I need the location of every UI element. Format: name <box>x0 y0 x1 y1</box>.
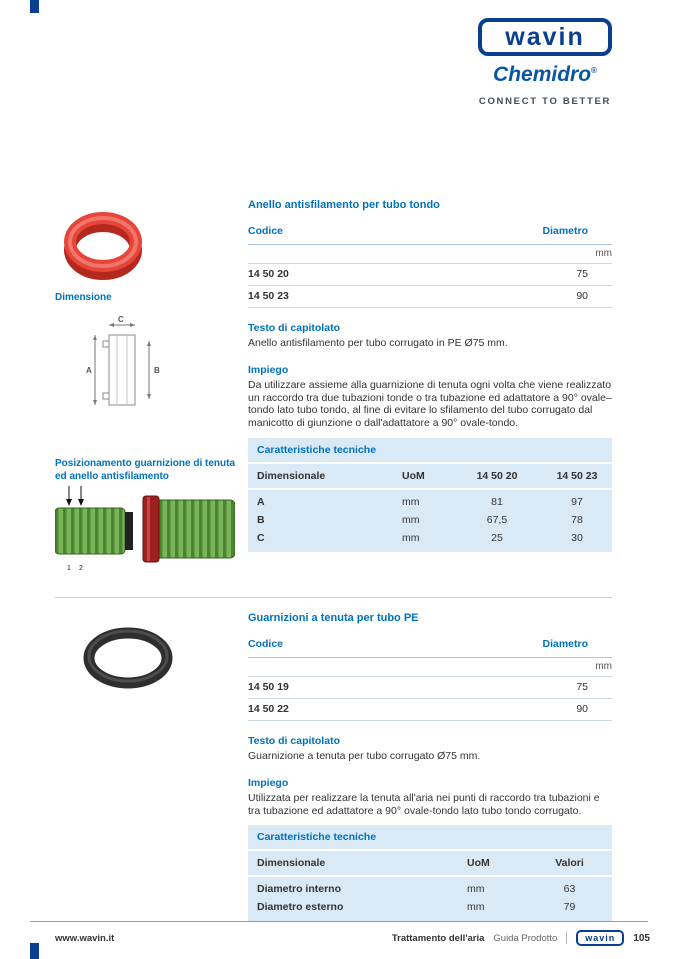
codes-table <box>248 633 612 721</box>
chemidro-logo <box>493 63 597 87</box>
black-gasket-image <box>78 622 178 694</box>
footer <box>55 930 650 946</box>
codes-unit-row <box>248 245 612 264</box>
empty-cell <box>248 658 383 677</box>
corner-mark-bottom <box>30 943 39 959</box>
tech-cell: 30 <box>571 531 583 544</box>
drawing-label-b: B <box>154 366 160 375</box>
table-row <box>248 264 612 286</box>
footer-right <box>392 930 650 946</box>
tech-cell: mm <box>467 901 485 914</box>
tech-header-cell: Dimensionale <box>257 857 326 870</box>
drawing-label-a: A <box>86 366 92 375</box>
code-cell: 14 50 20 <box>248 264 383 286</box>
brand-header <box>478 18 612 107</box>
diameter-cell: 75 <box>383 264 612 286</box>
tech-header-row <box>248 464 612 488</box>
table-row <box>248 699 612 721</box>
unit-label: mm <box>383 245 612 264</box>
tech-table <box>248 825 612 921</box>
tech-cell: C <box>257 531 265 544</box>
codes-header-row <box>248 633 612 658</box>
codes-header-row <box>248 220 612 245</box>
table-row <box>248 286 612 308</box>
impiego-text: Utilizzata per realizzare la tenuta all'aria nei punti di raccordo tra tubazioni e tra tubazione ed adattatore a 90° ovale-tondo lato tubo tondo corrugato. <box>248 791 600 817</box>
positioning-label: Posizionamento guarnizione di tenuta ed anello antisfilamento <box>55 458 236 482</box>
tech-cell: B <box>257 513 265 526</box>
capitolato-text: Anello antisfilamento per tubo corrugato in PE Ø75 mm. <box>248 337 508 349</box>
photo-callout-2: 2 <box>79 565 83 572</box>
capitolato-heading: Testo di capitolato <box>248 322 340 334</box>
tech-row <box>248 898 612 916</box>
tech-header-row <box>248 851 612 875</box>
tech-header-cell: 14 50 20 <box>476 469 518 482</box>
codes-col-diametro: Diametro <box>383 633 612 658</box>
tech-table-title: Caratteristiche tecniche <box>248 438 612 462</box>
photo-callout-1: 1 <box>67 565 71 572</box>
code-cell: 14 50 22 <box>248 699 383 721</box>
tech-cell: 78 <box>571 513 583 526</box>
tech-cell: 97 <box>571 495 583 508</box>
tech-cell: 63 <box>563 883 576 896</box>
dimension-label: Dimensione <box>55 292 112 303</box>
footer-doc-title: Trattamento dell'aria <box>391 932 485 944</box>
tech-header-cell: Dimensionale <box>257 469 326 482</box>
section-anello-antisfilamento <box>248 199 612 552</box>
impiego-heading: Impiego <box>248 776 289 789</box>
tech-table-body <box>248 490 612 552</box>
codes-table <box>248 220 612 308</box>
tech-cell: 81 <box>491 495 503 508</box>
tech-cell: mm <box>467 883 485 896</box>
impiego-heading: Impiego <box>248 363 289 376</box>
tech-cell: Diametro interno <box>257 883 342 896</box>
corner-mark-top <box>30 0 39 13</box>
code-cell: 14 50 19 <box>248 677 383 699</box>
section-guarnizioni-tenuta <box>248 612 612 921</box>
tech-cell: mm <box>402 513 420 526</box>
tech-row <box>248 529 612 547</box>
tech-cell: 79 <box>563 901 576 914</box>
diameter-cell: 75 <box>383 677 612 699</box>
codes-col-diametro: Diametro <box>383 220 612 245</box>
empty-cell <box>248 245 383 264</box>
tech-cell: 67,5 <box>486 513 508 526</box>
pipes-photo <box>55 484 235 574</box>
tech-cell: mm <box>402 495 420 508</box>
tech-row <box>248 880 612 898</box>
capitolato-text: Guarnizione a tenuta per tubo corrugato Ø75 mm. <box>248 750 481 762</box>
footer-website: www.wavin.it <box>55 932 115 944</box>
tech-cell: 25 <box>491 531 503 544</box>
tech-header-cell: 14 50 23 <box>556 469 598 482</box>
footer-separator <box>566 932 567 944</box>
registered-mark: ® <box>591 66 597 75</box>
drawing-label-c: C <box>118 315 124 324</box>
tech-header-cell: UoM <box>402 469 425 482</box>
footer-divider <box>30 921 648 922</box>
tech-table-body <box>248 877 612 921</box>
table-row <box>248 677 612 699</box>
wavin-logo: wavin <box>478 18 612 56</box>
tech-cell: mm <box>402 531 420 544</box>
tech-header-cell: UoM <box>467 857 490 870</box>
tech-table <box>248 438 612 552</box>
codes-col-codice: Codice <box>248 633 383 658</box>
tech-cell: Diametro esterno <box>257 901 344 914</box>
chemidro-logo-text: Chemidro <box>493 63 592 86</box>
tech-row <box>248 511 612 529</box>
code-cell: 14 50 23 <box>248 286 383 308</box>
tech-header-cell: Valori <box>555 857 584 870</box>
wavin-footer-logo: wavin <box>576 930 624 946</box>
section-title: Guarnizioni a tenuta per tubo PE <box>248 612 419 624</box>
section-title: Anello antisfilamento per tubo tondo <box>248 199 440 211</box>
tech-table-title: Caratteristiche tecniche <box>248 825 612 849</box>
codes-unit-row <box>248 658 612 677</box>
dimension-drawing <box>85 315 163 423</box>
diameter-cell: 90 <box>383 699 612 721</box>
tech-cell: A <box>257 495 265 508</box>
brand-tagline: CONNECT TO BETTER <box>478 96 612 107</box>
capitolato-heading: Testo di capitolato <box>248 735 340 747</box>
codes-col-codice: Codice <box>248 220 383 245</box>
red-ring-product-image <box>58 198 148 293</box>
impiego-text: Da utilizzare assieme alla guarnizione di tenuta ogni volta che viene realizzato un raccordo tra due tubazioni tonde o tra tubazione ed adattatore a 90° ovale–tondo lato tubo tondo, al fine di evitare lo sfilamento del tubo corrugato dal manicotto di giunzione o dall'adattatore a 90° ovale-tondo. <box>248 378 612 430</box>
tech-row <box>248 493 612 511</box>
page-number: 105 <box>633 932 650 944</box>
diameter-cell: 90 <box>383 286 612 308</box>
section-divider <box>55 597 612 598</box>
unit-label: mm <box>383 658 612 677</box>
footer-doc-subtitle: Guida Prodotto <box>493 932 558 944</box>
